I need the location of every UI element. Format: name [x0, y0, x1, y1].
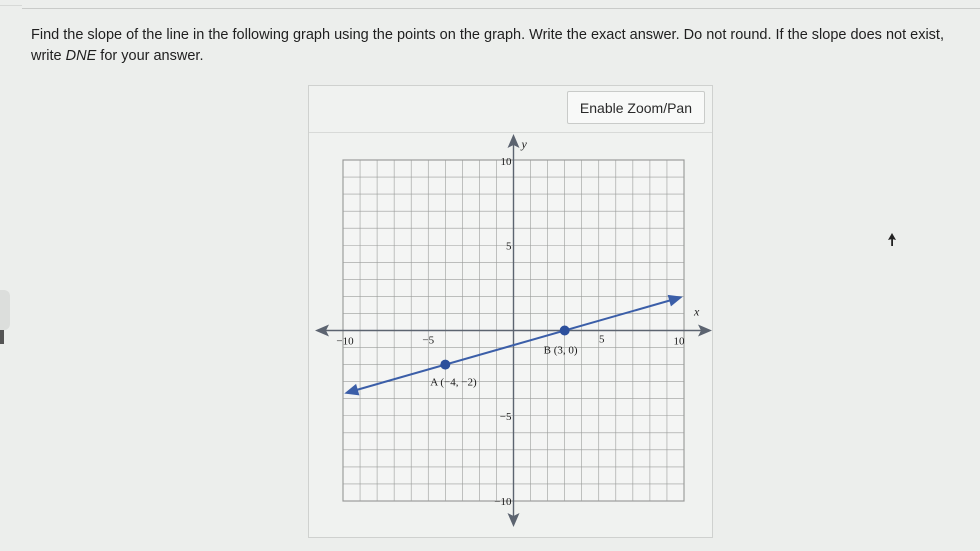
x-tick-label: −10 — [336, 335, 354, 348]
mouse-cursor-icon — [887, 232, 901, 248]
point-b — [560, 326, 570, 336]
y-tick-label: −10 — [494, 496, 512, 508]
y-tick-label: 5 — [506, 240, 512, 253]
y-tick-label: 10 — [500, 156, 512, 168]
left-edge-shadow — [0, 290, 10, 330]
dne-term: DNE — [65, 48, 97, 64]
x-tick-label: −5 — [422, 334, 435, 347]
question-line-2-suffix: for your answer. — [96, 48, 204, 64]
top-divider-left — [0, 5, 22, 6]
x-tick-label: 10 — [673, 335, 685, 348]
y-axis-label: y — [521, 137, 527, 151]
point-a — [440, 360, 450, 370]
question-text — [31, 25, 966, 67]
y-tick-label: −5 — [499, 410, 512, 423]
x-tick-label: 5 — [599, 333, 605, 346]
point-label-b: B (3, 0) — [543, 344, 578, 357]
top-divider — [22, 8, 980, 9]
x-axis-label: x — [694, 304, 700, 319]
question-line-1: Find the slope of the line in the following graph using the points on the graph. Write the exact answer. Do not round. If the slope does not exist, — [31, 27, 944, 43]
enable-zoom-pan-button[interactable]: Enable Zoom/Pan — [567, 91, 705, 124]
graph-panel — [308, 85, 713, 538]
coordinate-graph[interactable] — [309, 86, 712, 537]
left-edge-mark — [0, 330, 4, 344]
point-label-a: A (−4, −2) — [430, 376, 477, 389]
question-line-2-prefix: write — [31, 48, 66, 64]
question-line-2 — [31, 46, 966, 67]
